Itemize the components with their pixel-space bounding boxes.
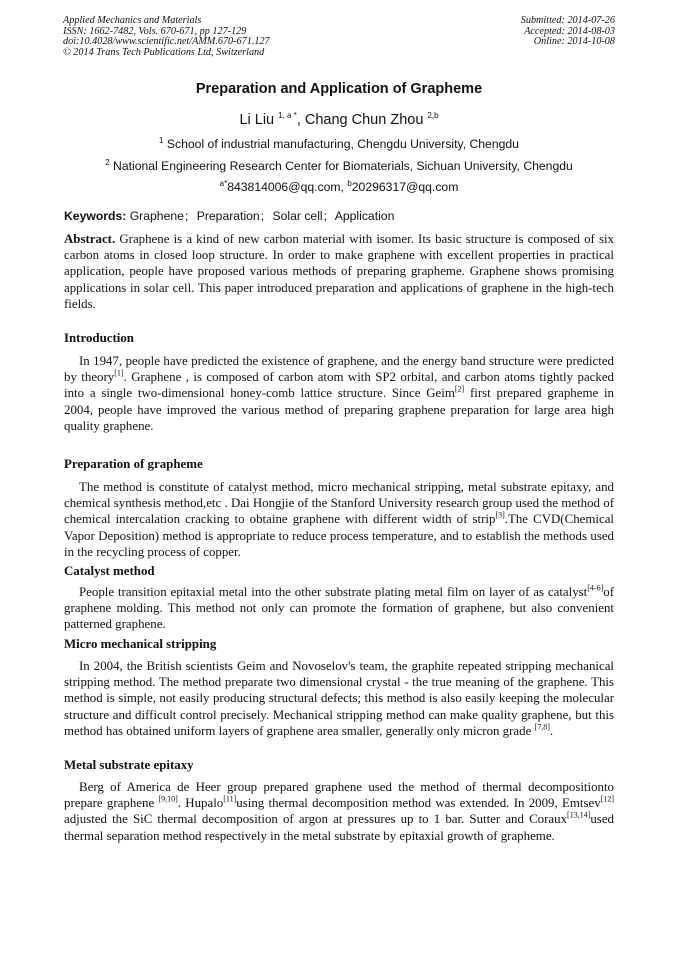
- affiliation-2: [0, 159, 678, 173]
- email-b-mark: b: [347, 178, 352, 188]
- citation[interactable]: [11]: [223, 794, 237, 804]
- catalyst-text-2: of graphene molding. This method not only can promote the formation of graphene, but also convenient patterned graphene.: [64, 585, 614, 632]
- citation[interactable]: [7,8]: [534, 722, 550, 732]
- email-b[interactable]: 20296317@qq.com: [351, 180, 459, 194]
- keyword-separator: ;: [184, 209, 189, 223]
- email-a-mark: a*: [219, 178, 228, 188]
- metal-epitaxy-paragraph: [64, 779, 614, 844]
- intro-text-2: . Graphene , is composed of carbon atom with SP2 orbital, and carbon atoms tightly packed into a single two-dimensional honey-comb lattice structure. Since Geim: [64, 370, 614, 401]
- author-separator: ,: [296, 112, 305, 128]
- affiliation-1: [0, 137, 678, 151]
- email-a[interactable]: 843814006@qq.com,: [227, 180, 348, 194]
- metal-text-3: using thermal decomposition method was extended. In 2009, Emtsev: [236, 796, 601, 811]
- introduction-paragraph: [64, 353, 614, 434]
- citation[interactable]: [2]: [454, 385, 465, 395]
- keyword-3: Solar cell: [272, 209, 323, 223]
- email-line: [0, 180, 678, 194]
- author-2: Chang Chun Zhou: [304, 112, 424, 128]
- intro-text-3: first prepared grapheme in 2004, people have improved the various method of preparing graphene preparation for large area high quality graphene.: [64, 386, 614, 433]
- author-1: Li Liu: [239, 112, 275, 128]
- accepted-date: Accepted: 2014-08-03: [524, 25, 615, 37]
- submitted-date: Submitted: 2014-07-26: [520, 15, 615, 26]
- preparation-paragraph: [64, 479, 614, 560]
- citation[interactable]: [9,10]: [158, 794, 178, 804]
- abstract-text: Graphene is a kind of new carbon material with isomer. Its basic structure is composed of six carbon atoms in closed loop structure. In order to make graphene with excellent properties in practical application, people have proposed various methods of preparing grapheme. Graphene shows promising applications in solar cell. This paper introduced preparation and applications of graphene in the high-tech fields.: [64, 232, 614, 311]
- journal-header-left: [63, 16, 270, 58]
- keyword-2: Preparation: [196, 209, 260, 223]
- citation[interactable]: [1]: [114, 368, 124, 378]
- section-heading-metal-epitaxy: Metal substrate epitaxy: [64, 758, 194, 772]
- metal-text-4: adjusted the SiC thermal decomposition of argon at pressures up to 1 bar. Sutter and Coraux: [64, 812, 568, 827]
- journal-name: Applied Mechanics and Materials: [63, 15, 202, 26]
- issn-line: ISSN: 1662-7482, Vols. 670-671, pp 127-129: [63, 25, 247, 37]
- intro-text-1: In 1947, people have predicted the existence of graphene, and the energy band structure were predicted by theory: [64, 354, 614, 385]
- keyword-1: Graphene: [129, 209, 184, 223]
- section-heading-preparation: Preparation of grapheme: [64, 457, 203, 471]
- affiliation-2-text: National Engineering Research Center for Biomaterials, Sichuan University, Chengdu: [113, 159, 573, 173]
- catalyst-paragraph: [64, 584, 614, 633]
- micro-text-1: In 2004, the British scientists Geim and Novoselov's team, the graphite repeated stripping mechanical stripping method. The method preparate two dimensional crystal - the true meaning of the graphene. This method is simple, not easily producing structural defects; this method is also easily keeping the molecular structure and difficult control precisely. Mechanical stripping method can make quality graphene, but this method has obtained uniform layers of graphene area smaller, generally only micron grade: [64, 659, 614, 738]
- affiliation-1-text: School of industrial manufacturing, Chengdu University, Chengdu: [166, 137, 519, 151]
- citation[interactable]: [4-6]: [587, 583, 604, 593]
- micro-text-2: .: [549, 723, 554, 738]
- affiliation-2-mark: 2: [105, 157, 110, 167]
- section-heading-micro-stripping: Micro mechanical stripping: [64, 637, 217, 651]
- section-heading-introduction: Introduction: [64, 331, 134, 345]
- abstract-label: Abstract.: [64, 232, 116, 246]
- section-heading-catalyst: Catalyst method: [64, 564, 155, 578]
- abstract-block: [64, 231, 614, 312]
- keywords-line: [64, 209, 614, 223]
- doi-line: doi:10.4028/www.scientific.net/AMM.670-671.127: [63, 36, 270, 48]
- metal-text-2: . Hupalo: [177, 796, 224, 811]
- paper-title: Preparation and Application of Grapheme: [195, 81, 483, 97]
- keyword-separator: ;: [323, 209, 328, 223]
- citation[interactable]: [3]: [495, 511, 505, 521]
- citation[interactable]: [13,14]: [567, 811, 591, 821]
- prep-text-1: The method is constitute of catalyst method, micro mechanical stripping, metal substrate epitaxy, and chemical synthesis method,etc . Dai Hongjie of the Stanford University research group used the method of chemical intercalation cracking to obtaine graphene with different width of strip: [64, 480, 614, 527]
- author-line: [0, 112, 678, 128]
- micro-stripping-paragraph: [64, 658, 614, 739]
- metal-text-1: Berg of America de Heer group prepared graphene used the method of thermal decompositionto prepare graphene: [64, 780, 614, 811]
- author-1-affil-mark: 1, a *: [278, 111, 297, 121]
- keyword-4: Application: [334, 209, 395, 223]
- catalyst-text-1: People transition epitaxial metal into the other substrate plating metal film on layer of as catalyst: [79, 585, 588, 599]
- author-2-affil-mark: 2,b: [427, 111, 439, 121]
- keyword-separator: ;: [260, 209, 265, 223]
- keywords-label: Keywords:: [64, 209, 127, 223]
- affiliation-1-mark: 1: [159, 135, 164, 145]
- prep-text-2: .The CVD(Chemical Vapor Deposition) method is appropriate to reduce process temperature, and to establish the methods used in the recycling process of copper.: [64, 512, 615, 559]
- metal-text-5: used thermal separation method respectively in the metal substrate by epitaxial growth of grapheme.: [64, 812, 614, 843]
- citation[interactable]: [12]: [600, 794, 615, 804]
- journal-header-right: [521, 16, 615, 48]
- copyright-line: © 2014 Trans Tech Publications Ltd, Switzerland: [63, 46, 265, 58]
- online-date: Online: 2014-10-08: [533, 36, 615, 48]
